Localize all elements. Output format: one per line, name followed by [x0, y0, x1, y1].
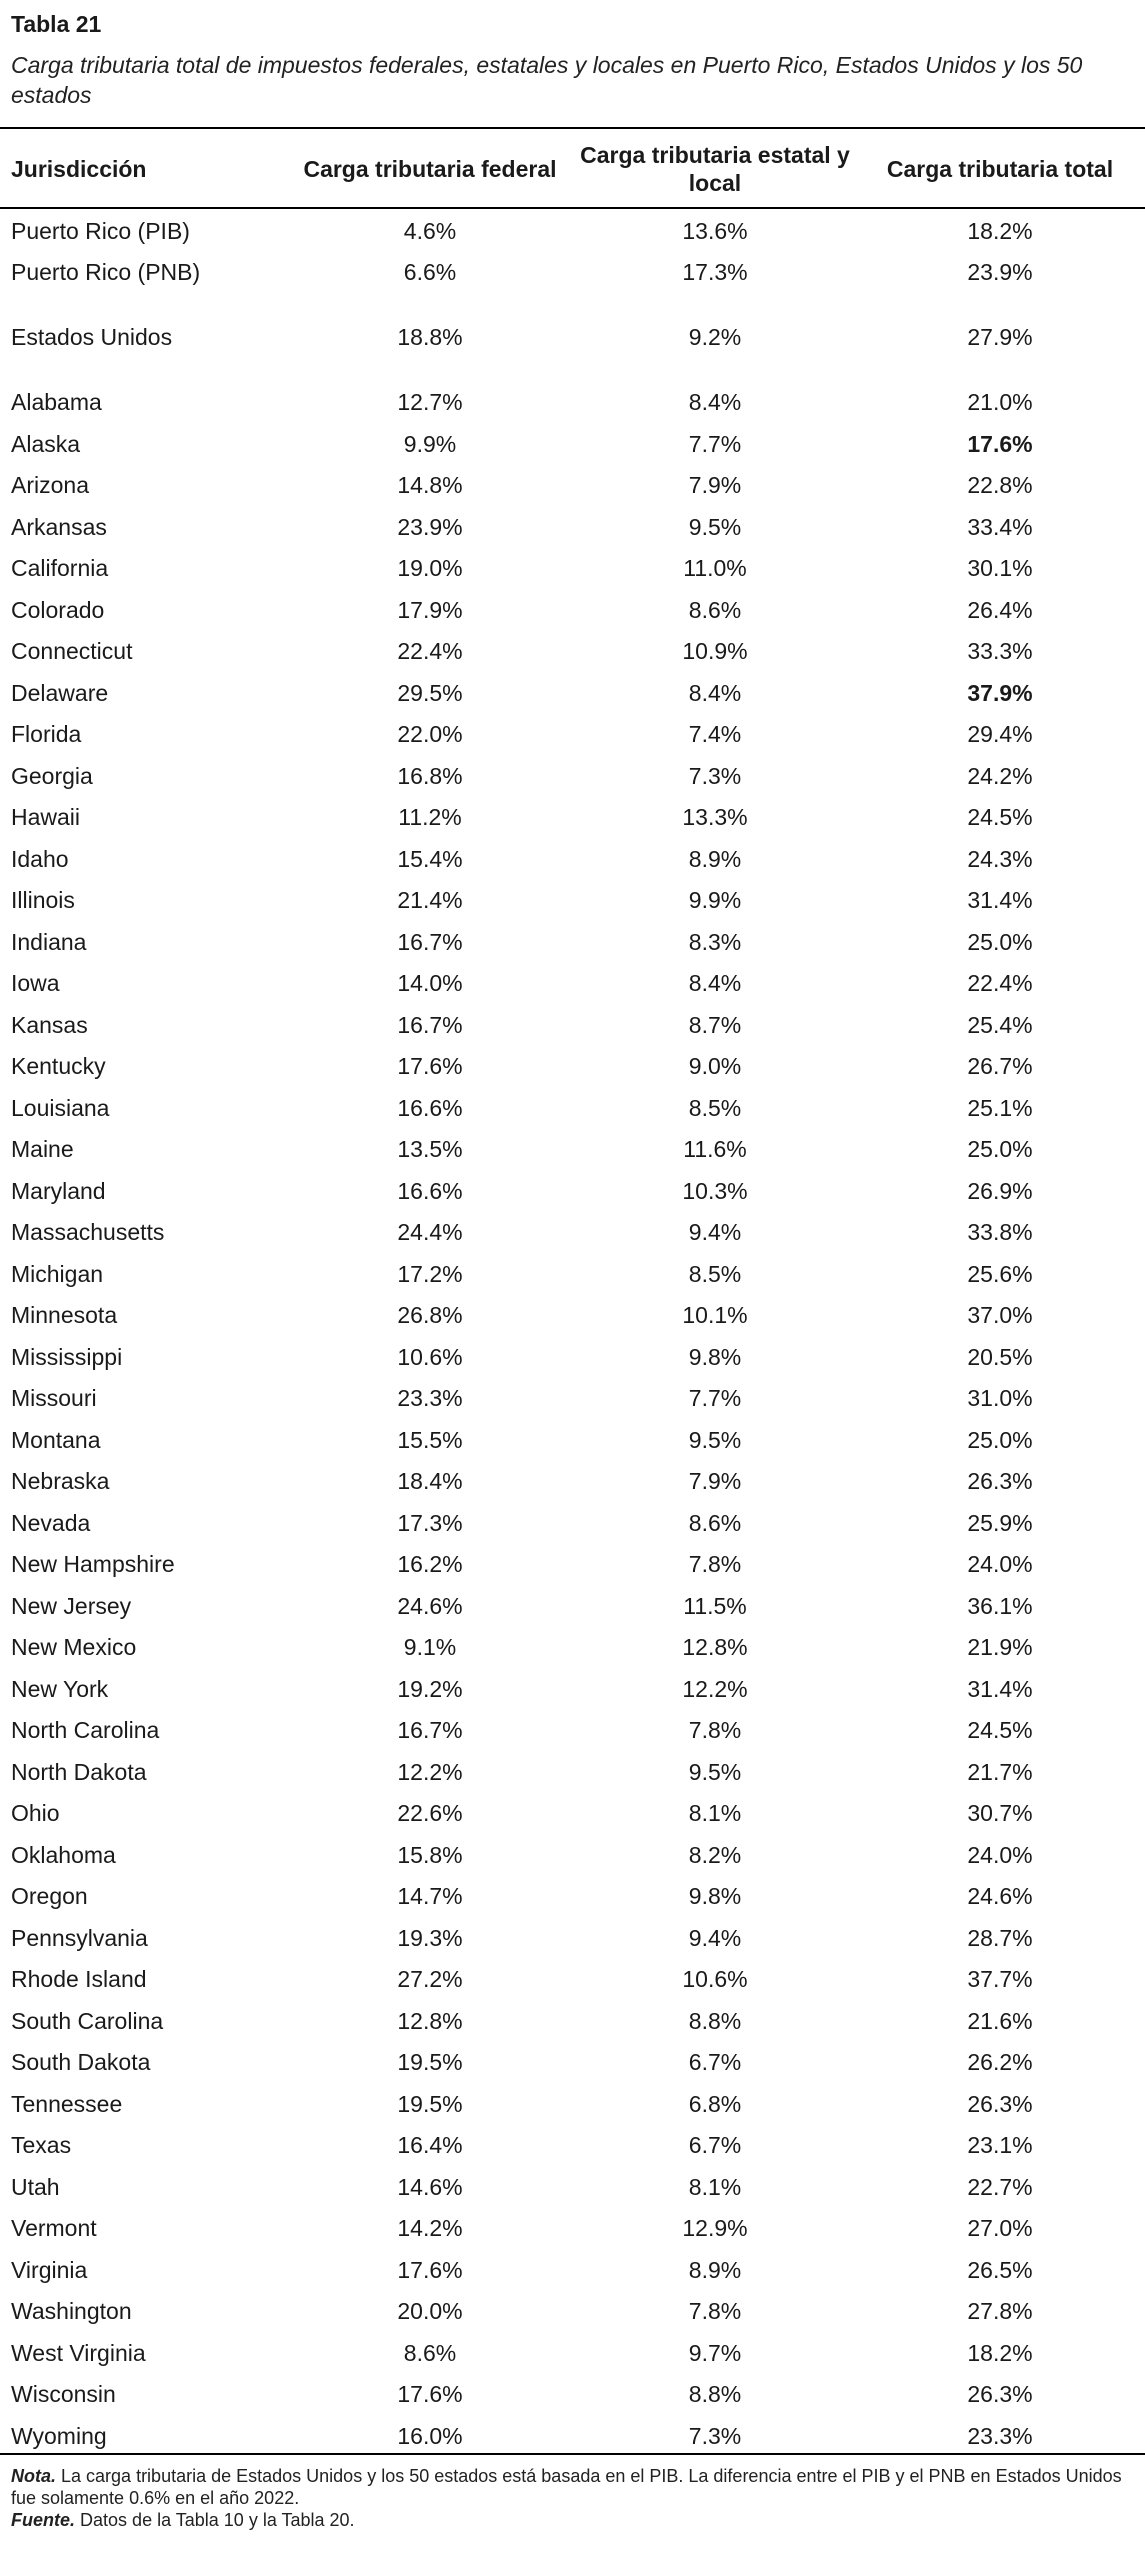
cell-federal: 12.2% [397, 1758, 463, 1785]
table-label: Tabla 21 [11, 11, 102, 37]
cell-federal: 16.2% [397, 1551, 463, 1577]
cell-state-local: 8.1% [688, 2173, 742, 2200]
cell-jurisdiction: Oregon [11, 1883, 88, 1909]
table-row [0, 1669, 1145, 1710]
cell-jurisdiction: Delaware [11, 679, 109, 706]
cell-total: 33.8% [967, 1219, 1033, 1245]
cell-federal: 19.0% [397, 555, 463, 581]
cell-jurisdiction: New Jersey [11, 1592, 132, 1619]
cell-jurisdiction: Montana [11, 1426, 101, 1453]
cell-federal: 12.8% [397, 2007, 463, 2034]
cell-total: 26.3% [967, 2090, 1033, 2117]
table-row [0, 1254, 1145, 1295]
cell-total: 25.6% [967, 1260, 1033, 1287]
table-row [0, 2084, 1145, 2125]
cell-federal: 14.7% [397, 1883, 463, 1909]
cell-jurisdiction: Wisconsin [11, 2381, 116, 2407]
table-row [0, 1544, 1145, 1585]
cell-federal: 14.0% [397, 970, 463, 996]
cell-state-local: 13.3% [682, 804, 748, 830]
cell-total: 25.9% [967, 1509, 1033, 1536]
cell-total: 17.6% [967, 430, 1033, 457]
cell-state-local: 12.9% [682, 2215, 748, 2241]
cell-total: 27.9% [967, 324, 1033, 350]
cell-jurisdiction: Texas [11, 2132, 72, 2158]
cell-total: 26.3% [967, 2381, 1033, 2407]
table-row [0, 1295, 1145, 1336]
cell-jurisdiction: Florida [11, 721, 82, 747]
cell-total: 27.0% [967, 2215, 1033, 2241]
note-line [11, 2465, 1136, 2509]
cell-jurisdiction: Illinois [11, 887, 75, 913]
table-row [0, 382, 1145, 423]
cell-total: 24.3% [967, 845, 1033, 872]
cell-jurisdiction: New Hampshire [11, 1551, 175, 1577]
table-row [0, 1337, 1145, 1378]
cell-jurisdiction: Washington [11, 2298, 132, 2324]
cell-jurisdiction: Arkansas [11, 513, 107, 540]
cell-jurisdiction: South Dakota [11, 2049, 151, 2075]
table-row [0, 2250, 1145, 2291]
table-row [0, 1586, 1145, 1627]
cell-total: 24.2% [967, 762, 1033, 789]
source-line [11, 2509, 1136, 2531]
table-row [0, 2042, 1145, 2083]
cell-state-local: 13.6% [682, 218, 748, 244]
cell-jurisdiction: Alabama [11, 389, 102, 415]
table-row [0, 922, 1145, 963]
cell-federal: 22.6% [397, 1800, 463, 1826]
cell-total: 30.7% [967, 1800, 1033, 1826]
cell-federal: 19.5% [397, 2049, 463, 2075]
cell-state-local: 12.8% [682, 1634, 748, 1660]
cell-federal: 17.6% [397, 1053, 463, 1079]
table-row [0, 1710, 1145, 1751]
cell-total: 26.2% [967, 2049, 1033, 2075]
cell-jurisdiction: Idaho [11, 845, 69, 872]
cell-jurisdiction: South Carolina [11, 2007, 164, 2034]
cell-state-local: 6.8% [688, 2090, 742, 2117]
cell-federal: 19.5% [397, 2090, 463, 2117]
table-row [0, 1005, 1145, 1046]
cell-total: 23.1% [967, 2132, 1033, 2158]
cell-federal: 19.3% [397, 1924, 463, 1951]
cell-federal: 18.4% [397, 1468, 463, 1494]
table-row [0, 211, 1145, 252]
column-header-state-local: Carga tributaria estatal y local [580, 142, 850, 196]
cell-federal: 12.7% [397, 389, 463, 415]
table-row [0, 252, 1145, 293]
cell-total: 24.0% [967, 1841, 1033, 1868]
cell-federal: 17.2% [397, 1260, 463, 1287]
table-row [0, 1420, 1145, 1461]
cell-federal: 13.5% [397, 1136, 463, 1162]
table-row [0, 797, 1145, 838]
cell-state-local: 9.5% [688, 1426, 742, 1453]
cell-state-local: 9.4% [688, 1924, 742, 1951]
cell-federal: 16.6% [397, 1177, 463, 1204]
cell-federal: 21.4% [397, 887, 463, 913]
cell-jurisdiction: Maine [11, 1136, 74, 1162]
table-row [0, 424, 1145, 465]
cell-state-local: 7.4% [688, 721, 742, 747]
cell-jurisdiction: Louisiana [11, 1094, 110, 1121]
cell-federal: 9.9% [403, 430, 457, 457]
table-row [0, 590, 1145, 631]
cell-total: 28.7% [967, 1924, 1033, 1951]
table-row [0, 1503, 1145, 1544]
cell-jurisdiction: New Mexico [11, 1634, 137, 1660]
table-row [0, 1088, 1145, 1129]
cell-state-local: 9.2% [688, 324, 742, 350]
cell-jurisdiction: Maryland [11, 1177, 106, 1204]
cell-federal: 16.7% [397, 1717, 463, 1743]
cell-total: 31.0% [967, 1385, 1033, 1411]
table-row [0, 2208, 1145, 2249]
table-row [0, 1876, 1145, 1917]
cell-state-local: 9.4% [688, 1219, 742, 1245]
table-row [0, 317, 1145, 358]
cell-total: 31.4% [967, 887, 1033, 913]
cell-jurisdiction: West Virginia [11, 2339, 146, 2366]
cell-total: 21.6% [967, 2007, 1033, 2034]
cell-jurisdiction: Minnesota [11, 1302, 118, 1328]
cell-state-local: 9.9% [688, 887, 742, 913]
table-row [0, 756, 1145, 797]
cell-federal: 10.6% [397, 1343, 463, 1370]
cell-jurisdiction: Virginia [11, 2256, 88, 2283]
table-row [0, 2167, 1145, 2208]
cell-jurisdiction: Hawaii [11, 804, 81, 830]
cell-total: 26.5% [967, 2256, 1033, 2283]
table-bottom-rule [0, 2453, 1145, 2455]
cell-jurisdiction: Oklahoma [11, 1841, 116, 1868]
cell-state-local: 8.9% [688, 2256, 742, 2283]
cell-federal: 17.6% [397, 2256, 463, 2283]
cell-total: 36.1% [967, 1592, 1033, 1619]
table-row [0, 548, 1145, 589]
table-row [0, 673, 1145, 714]
cell-jurisdiction: Missouri [11, 1385, 97, 1411]
cell-total: 27.8% [967, 2298, 1033, 2324]
cell-total: 33.4% [967, 513, 1033, 540]
cell-jurisdiction: Kansas [11, 1011, 88, 1038]
cell-jurisdiction: Utah [11, 2173, 60, 2200]
cell-state-local: 9.5% [688, 1758, 742, 1785]
cell-federal: 8.6% [403, 2339, 457, 2366]
table-row [0, 1378, 1145, 1419]
table-row [0, 1129, 1145, 1170]
cell-federal: 22.0% [397, 721, 463, 747]
cell-total: 24.5% [967, 1717, 1033, 1743]
cell-federal: 17.9% [397, 596, 463, 623]
cell-state-local: 10.1% [682, 1302, 748, 1328]
cell-state-local: 8.6% [688, 1509, 742, 1536]
cell-jurisdiction: Michigan [11, 1260, 104, 1287]
cell-state-local: 8.5% [688, 1094, 742, 1121]
cell-jurisdiction: California [11, 555, 109, 581]
table-row [0, 963, 1145, 1004]
cell-jurisdiction: Massachusetts [11, 1219, 165, 1245]
cell-total: 25.4% [967, 1011, 1033, 1038]
cell-federal: 17.6% [397, 2381, 463, 2407]
cell-state-local: 8.9% [688, 845, 742, 872]
cell-jurisdiction: Pennsylvania [11, 1924, 148, 1951]
table-row [0, 1212, 1145, 1253]
table-row [0, 507, 1145, 548]
table-notes [11, 2465, 1136, 2531]
table-subtitle: Carga tributaria total de impuestos federales, estatales y locales en Puerto Rico, Estados Unidos y los 50 estados [11, 52, 1083, 108]
cell-state-local: 8.7% [688, 1011, 742, 1038]
cell-jurisdiction: Tennessee [11, 2090, 123, 2117]
column-header-total: Carga tributaria total [886, 156, 1114, 182]
cell-state-local: 7.3% [688, 2422, 742, 2449]
cell-state-local: 11.5% [683, 1592, 747, 1619]
cell-federal: 17.3% [397, 1509, 463, 1536]
cell-total: 26.7% [967, 1053, 1033, 1079]
cell-state-local: 8.1% [688, 1800, 742, 1826]
cell-total: 26.4% [967, 596, 1033, 623]
table-row [0, 839, 1145, 880]
cell-total: 24.6% [967, 1883, 1033, 1909]
table-row [0, 1918, 1145, 1959]
cell-state-local: 9.0% [688, 1053, 742, 1079]
cell-total: 18.2% [967, 218, 1033, 244]
cell-federal: 16.0% [397, 2422, 463, 2449]
table-row [0, 1959, 1145, 2000]
cell-federal: 16.8% [397, 762, 463, 789]
cell-state-local: 8.5% [688, 1260, 742, 1287]
cell-state-local: 10.9% [682, 638, 748, 664]
cell-total: 30.1% [967, 555, 1033, 581]
cell-state-local: 9.8% [688, 1883, 742, 1909]
cell-total: 20.5% [967, 1343, 1033, 1370]
cell-federal: 15.4% [397, 845, 463, 872]
cell-jurisdiction: Kentucky [11, 1053, 106, 1079]
cell-federal: 20.0% [397, 2298, 463, 2324]
cell-jurisdiction: Georgia [11, 762, 93, 789]
table-row [0, 1793, 1145, 1834]
cell-federal: 9.1% [403, 1634, 457, 1660]
cell-state-local: 8.3% [688, 928, 742, 955]
cell-state-local: 6.7% [688, 2132, 742, 2158]
cell-jurisdiction: Alaska [11, 430, 81, 457]
cell-jurisdiction: North Carolina [11, 1717, 160, 1743]
cell-state-local: 9.7% [688, 2339, 742, 2366]
cell-federal: 29.5% [397, 679, 463, 706]
cell-federal: 27.2% [397, 1966, 463, 1992]
cell-jurisdiction: Nevada [11, 1509, 91, 1536]
cell-jurisdiction: Nebraska [11, 1468, 110, 1494]
cell-jurisdiction: Mississippi [11, 1343, 123, 1370]
column-header-jurisdiction: Jurisdicción [11, 156, 147, 182]
cell-state-local: 6.7% [688, 2049, 742, 2075]
cell-federal: 15.8% [397, 1841, 463, 1868]
cell-state-local: 7.3% [688, 762, 742, 789]
cell-state-local: 8.8% [688, 2381, 742, 2407]
note-text: La carga tributaria de Estados Unidos y los 50 estados está basada en el PIB. La diferencia entre el PIB y el PNB en Estados Unidos fue solamente 0.6% en el año 2022. [11, 2466, 1122, 2508]
cell-total: 21.0% [967, 389, 1033, 415]
cell-total: 37.7% [967, 1966, 1033, 1992]
table-row [0, 2374, 1145, 2415]
cell-total: 33.3% [967, 638, 1033, 664]
table-row [0, 465, 1145, 506]
cell-state-local: 7.9% [688, 1468, 742, 1494]
cell-federal: 18.8% [397, 324, 463, 350]
table-row [0, 1752, 1145, 1793]
cell-jurisdiction: Rhode Island [11, 1966, 147, 1992]
cell-total: 24.5% [967, 804, 1033, 830]
cell-federal: 16.7% [397, 1011, 463, 1038]
cell-total: 37.0% [967, 1302, 1033, 1328]
cell-total: 18.2% [967, 2339, 1033, 2366]
cell-federal: 22.4% [397, 638, 463, 664]
cell-jurisdiction: Indiana [11, 928, 87, 955]
cell-federal: 19.2% [397, 1675, 463, 1702]
cell-federal: 4.6% [403, 218, 457, 244]
cell-state-local: 8.8% [688, 2007, 742, 2034]
cell-state-local: 7.8% [688, 2298, 742, 2324]
cell-total: 22.8% [967, 472, 1033, 498]
cell-federal: 6.6% [403, 259, 457, 285]
cell-total: 37.9% [967, 679, 1033, 706]
cell-jurisdiction: Vermont [11, 2215, 97, 2241]
cell-jurisdiction: Arizona [11, 472, 89, 498]
cell-federal: 23.9% [397, 513, 463, 540]
cell-state-local: 8.4% [688, 389, 742, 415]
cell-total: 31.4% [967, 1675, 1033, 1702]
cell-state-local: 7.8% [688, 1717, 742, 1743]
note-label: Nota. [11, 2466, 56, 2486]
cell-total: 26.9% [967, 1177, 1033, 1204]
cell-federal: 14.8% [397, 472, 463, 498]
cell-jurisdiction: Connecticut [11, 638, 133, 664]
cell-state-local: 10.3% [682, 1177, 748, 1204]
cell-federal: 11.2% [398, 804, 462, 830]
cell-total: 25.0% [967, 1426, 1033, 1453]
cell-state-local: 8.2% [688, 1841, 742, 1868]
cell-total: 25.0% [967, 928, 1033, 955]
cell-jurisdiction: Estados Unidos [11, 324, 173, 350]
cell-state-local: 10.6% [682, 1966, 748, 1992]
cell-federal: 16.6% [397, 1094, 463, 1121]
table-row [0, 631, 1145, 672]
table-row [0, 2416, 1145, 2457]
table-row [0, 2125, 1145, 2166]
cell-federal: 26.8% [397, 1302, 463, 1328]
cell-total: 21.7% [967, 1758, 1033, 1785]
cell-jurisdiction: Ohio [11, 1800, 60, 1826]
table-row [0, 1171, 1145, 1212]
cell-state-local: 7.8% [688, 1551, 742, 1577]
cell-total: 23.9% [967, 259, 1033, 285]
cell-federal: 14.6% [397, 2173, 463, 2200]
cell-state-local: 11.6% [683, 1136, 747, 1162]
table-row [0, 1627, 1145, 1668]
cell-jurisdiction: Iowa [11, 970, 60, 996]
cell-state-local: 7.7% [688, 1385, 742, 1411]
source-label: Fuente. [11, 2510, 76, 2530]
cell-jurisdiction: Puerto Rico (PNB) [11, 259, 201, 285]
cell-total: 22.7% [967, 2173, 1033, 2200]
cell-state-local: 9.5% [688, 513, 742, 540]
table-row [0, 1461, 1145, 1502]
cell-total: 25.0% [967, 1136, 1033, 1162]
cell-jurisdiction: Wyoming [11, 2422, 107, 2449]
cell-jurisdiction: New York [11, 1675, 109, 1702]
cell-state-local: 12.2% [682, 1675, 748, 1702]
table-row [0, 1835, 1145, 1876]
cell-federal: 16.7% [397, 928, 463, 955]
cell-total: 22.4% [967, 970, 1033, 996]
cell-total: 25.1% [967, 1094, 1033, 1121]
cell-state-local: 8.4% [688, 970, 742, 996]
source-text: Datos de la Tabla 10 y la Tabla 20. [80, 2510, 355, 2530]
cell-total: 21.9% [967, 1634, 1033, 1660]
cell-state-local: 11.0% [683, 555, 747, 581]
column-header-federal: Carga tributaria federal [303, 156, 557, 182]
cell-total: 23.3% [967, 2422, 1033, 2449]
cell-federal: 16.4% [397, 2132, 463, 2158]
table-row [0, 2291, 1145, 2332]
cell-state-local: 8.4% [688, 679, 742, 706]
cell-state-local: 7.9% [688, 472, 742, 498]
cell-total: 29.4% [967, 721, 1033, 747]
cell-jurisdiction: Puerto Rico (PIB) [11, 218, 190, 244]
cell-state-local: 8.6% [688, 596, 742, 623]
cell-state-local: 9.8% [688, 1343, 742, 1370]
cell-total: 24.0% [967, 1551, 1033, 1577]
cell-federal: 14.2% [397, 2215, 463, 2241]
cell-jurisdiction: North Dakota [11, 1758, 147, 1785]
cell-total: 26.3% [967, 1468, 1033, 1494]
table-row [0, 714, 1145, 755]
cell-federal: 23.3% [397, 1385, 463, 1411]
table-row [0, 2001, 1145, 2042]
table-row [0, 2333, 1145, 2374]
cell-federal: 24.6% [397, 1592, 463, 1619]
cell-state-local: 7.7% [688, 430, 742, 457]
cell-federal: 24.4% [397, 1219, 463, 1245]
cell-state-local: 17.3% [682, 259, 748, 285]
table-row [0, 880, 1145, 921]
table-row [0, 1046, 1145, 1087]
cell-federal: 15.5% [397, 1426, 463, 1453]
cell-jurisdiction: Colorado [11, 596, 105, 623]
